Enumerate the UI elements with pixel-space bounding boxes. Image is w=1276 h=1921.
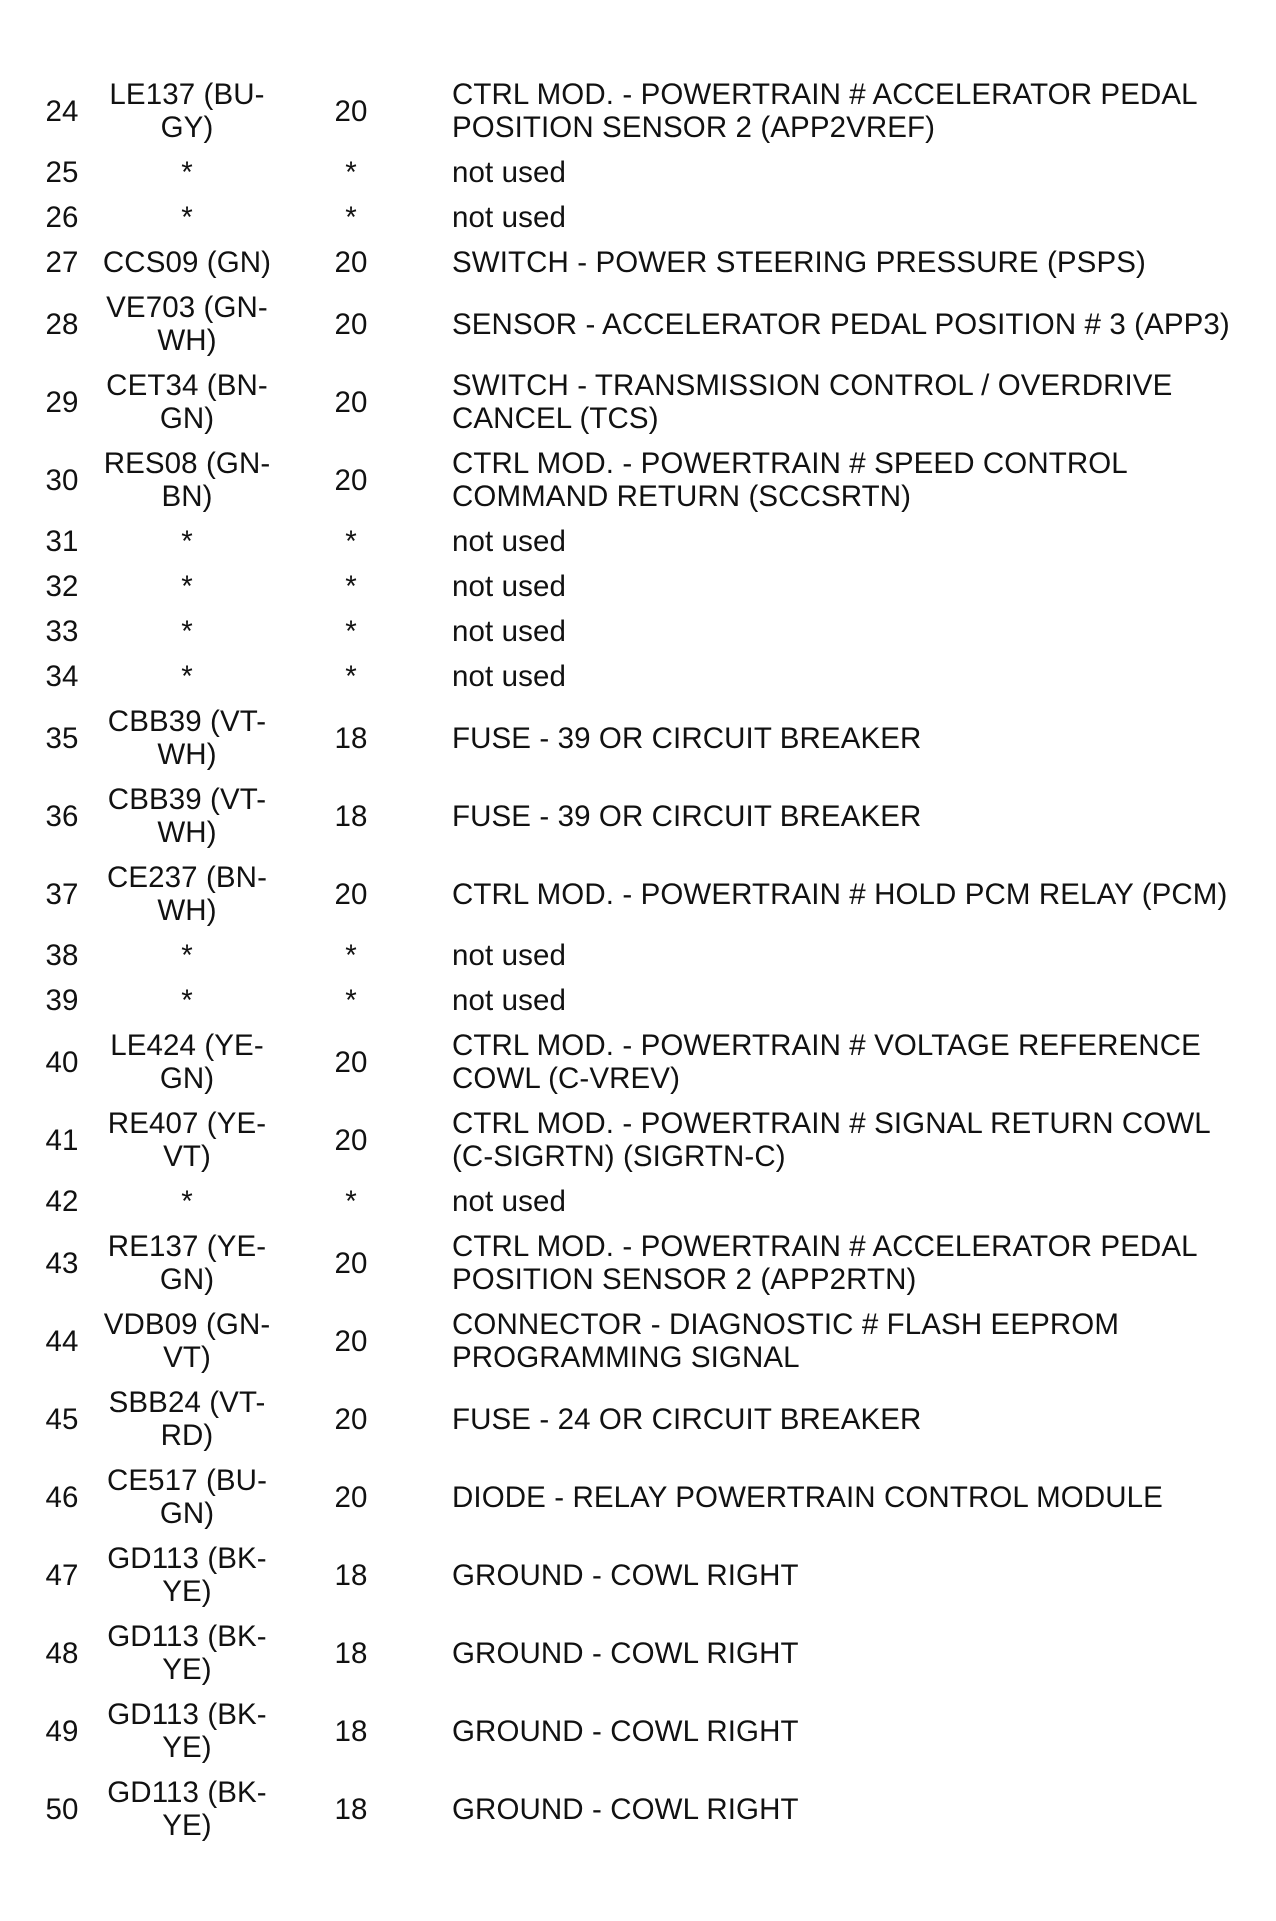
table-row — [30, 609, 1250, 654]
cavity-number: 33 — [45, 615, 79, 648]
circuit-function: not used — [452, 201, 566, 234]
wire-circuit-color: RE407 (YE-VT) — [107, 1107, 267, 1173]
wire-gauge: 20 — [334, 307, 368, 341]
wire-gauge: 20 — [334, 1480, 368, 1514]
wire-circuit-color: * — [181, 570, 193, 603]
wire-circuit-color: GD113 (BK-YE) — [107, 1620, 267, 1686]
circuit-function: GROUND - COWL RIGHT — [452, 1558, 799, 1592]
wire-gauge: 18 — [334, 1714, 368, 1748]
wire-circuit-color: GD113 (BK-YE) — [107, 1776, 267, 1842]
table-row — [30, 240, 1250, 285]
circuit-function: GROUND - COWL RIGHT — [452, 1636, 799, 1670]
cavity-number: 49 — [45, 1714, 79, 1748]
wire-circuit-color: CE517 (BU-GN) — [106, 1464, 268, 1530]
table-row — [30, 699, 1250, 777]
wire-circuit-color: GD113 (BK-YE) — [107, 1698, 267, 1764]
wire-gauge: 18 — [334, 1636, 368, 1670]
table-row — [30, 855, 1250, 933]
table-row — [30, 777, 1250, 855]
wire-circuit-color: CCS09 (GN) — [102, 246, 272, 279]
circuit-function: FUSE - 39 OR CIRCUIT BREAKER — [452, 799, 922, 833]
cavity-number: 37 — [45, 877, 79, 911]
circuit-function: not used — [452, 525, 566, 558]
circuit-function: SENSOR - ACCELERATOR PEDAL POSITION # 3 (APP3) — [452, 307, 1230, 341]
wire-gauge: * — [345, 660, 357, 693]
circuit-function: CTRL MOD. - POWERTRAIN # VOLTAGE REFERENCE COWL (C-VREV) — [452, 1029, 1201, 1095]
cavity-number: 32 — [45, 570, 79, 603]
table-row — [30, 519, 1250, 564]
cavity-number: 26 — [45, 201, 79, 234]
table-row — [30, 1224, 1250, 1302]
table-row — [30, 150, 1250, 195]
wire-gauge: * — [345, 615, 357, 648]
cavity-number: 45 — [45, 1402, 79, 1436]
table-row — [30, 654, 1250, 699]
wire-circuit-color: VE703 (GN-WH) — [106, 291, 268, 357]
wire-circuit-color: SBB24 (VT-RD) — [108, 1386, 266, 1452]
table-row — [30, 1302, 1250, 1380]
cavity-number: 30 — [45, 463, 79, 497]
table-row — [30, 1023, 1250, 1101]
wire-gauge: 20 — [334, 385, 368, 419]
cavity-number: 47 — [45, 1558, 79, 1592]
wire-gauge: 20 — [334, 1246, 368, 1280]
cavity-number: 28 — [45, 307, 79, 341]
circuit-function: not used — [452, 660, 566, 693]
wire-gauge: 20 — [334, 246, 368, 279]
circuit-function: CTRL MOD. - POWERTRAIN # HOLD PCM RELAY (PCM) — [452, 877, 1228, 911]
wire-circuit-color: GD113 (BK-YE) — [107, 1542, 267, 1608]
cavity-number: 27 — [45, 246, 79, 279]
circuit-function: SWITCH - TRANSMISSION CONTROL / OVERDRIVE CANCEL (TCS) — [452, 369, 1173, 435]
wire-circuit-color: * — [181, 525, 193, 558]
cavity-number: 25 — [45, 156, 79, 189]
circuit-function: CTRL MOD. - POWERTRAIN # SPEED CONTROL COMMAND RETURN (SCCSRTN) — [452, 447, 1127, 513]
circuit-function: not used — [452, 984, 566, 1017]
cavity-number: 41 — [45, 1123, 79, 1157]
cavity-number: 29 — [45, 385, 79, 419]
table-row — [30, 363, 1250, 441]
wire-circuit-color: * — [181, 660, 193, 693]
cavity-number: 39 — [45, 984, 79, 1017]
table-row — [30, 1179, 1250, 1224]
table-row — [30, 441, 1250, 519]
circuit-function: GROUND - COWL RIGHT — [452, 1714, 799, 1748]
cavity-number: 38 — [45, 939, 79, 972]
circuit-function: not used — [452, 156, 566, 189]
wire-gauge: * — [345, 939, 357, 972]
wire-circuit-color: RES08 (GN-BN) — [103, 447, 271, 513]
cavity-number: 31 — [45, 525, 79, 558]
wire-gauge: * — [345, 570, 357, 603]
circuit-function: not used — [452, 615, 566, 648]
wire-circuit-color: * — [181, 939, 193, 972]
circuit-function: not used — [452, 939, 566, 972]
circuit-function: CTRL MOD. - POWERTRAIN # SIGNAL RETURN COWL (C-SIGRTN) (SIGRTN-C) — [452, 1107, 1210, 1173]
table-row — [30, 72, 1250, 150]
wire-circuit-color: * — [181, 615, 193, 648]
pinout-table-body — [30, 72, 1250, 1848]
cavity-number: 40 — [45, 1045, 79, 1079]
circuit-function: CTRL MOD. - POWERTRAIN # ACCELERATOR PEDAL POSITION SENSOR 2 (APP2RTN) — [452, 1230, 1197, 1296]
cavity-number: 44 — [45, 1324, 79, 1358]
table-row — [30, 1536, 1250, 1614]
wire-circuit-color: * — [181, 1185, 193, 1218]
wire-circuit-color: VDB09 (GN-VT) — [103, 1308, 271, 1374]
cavity-number: 42 — [45, 1185, 79, 1218]
wire-gauge: 18 — [334, 1558, 368, 1592]
wire-gauge: 18 — [334, 1792, 368, 1826]
circuit-function: CONNECTOR - DIAGNOSTIC # FLASH EEPROM PROGRAMMING SIGNAL — [452, 1308, 1119, 1374]
wire-circuit-color: LE424 (YE-GN) — [110, 1029, 264, 1095]
wire-circuit-color: CET34 (BN-GN) — [106, 369, 268, 435]
table-row — [30, 1458, 1250, 1536]
table-row — [30, 1614, 1250, 1692]
table-row — [30, 285, 1250, 363]
circuit-function: not used — [452, 1185, 566, 1218]
table-row — [30, 933, 1250, 978]
circuit-function: SWITCH - POWER STEERING PRESSURE (PSPS) — [452, 246, 1146, 279]
wire-circuit-color: CBB39 (VT-WH) — [107, 783, 267, 849]
wire-gauge: 20 — [334, 877, 368, 911]
wire-gauge: * — [345, 984, 357, 1017]
cavity-number: 35 — [45, 721, 79, 755]
wire-circuit-color: CBB39 (VT-WH) — [107, 705, 267, 771]
table-row — [30, 1692, 1250, 1770]
table-row — [30, 978, 1250, 1023]
wire-circuit-color: RE137 (YE-GN) — [107, 1230, 267, 1296]
table-row — [30, 1380, 1250, 1458]
wire-gauge: 20 — [334, 1324, 368, 1358]
cavity-number: 50 — [45, 1792, 79, 1826]
wire-circuit-color: LE137 (BU-GY) — [109, 78, 265, 144]
connector-pinout-table — [30, 72, 1250, 1848]
cavity-number: 43 — [45, 1246, 79, 1280]
wire-gauge: 20 — [334, 1045, 368, 1079]
circuit-function: DIODE - RELAY POWERTRAIN CONTROL MODULE — [452, 1480, 1163, 1514]
wire-gauge: * — [345, 201, 357, 234]
wire-gauge: 20 — [334, 1123, 368, 1157]
wire-circuit-color: * — [181, 156, 193, 189]
table-row — [30, 195, 1250, 240]
circuit-function: GROUND - COWL RIGHT — [452, 1792, 799, 1826]
circuit-function: not used — [452, 570, 566, 603]
wire-circuit-color: * — [181, 201, 193, 234]
cavity-number: 34 — [45, 660, 79, 693]
cavity-number: 36 — [45, 799, 79, 833]
wire-circuit-color: * — [181, 984, 193, 1017]
cavity-number: 46 — [45, 1480, 79, 1514]
circuit-function: FUSE - 39 OR CIRCUIT BREAKER — [452, 721, 922, 755]
wire-gauge: 18 — [334, 721, 368, 755]
cavity-number: 48 — [45, 1636, 79, 1670]
wire-gauge: 20 — [334, 1402, 368, 1436]
wire-gauge: * — [345, 525, 357, 558]
wire-gauge: * — [345, 156, 357, 189]
cavity-number: 24 — [45, 94, 79, 128]
circuit-function: FUSE - 24 OR CIRCUIT BREAKER — [452, 1402, 922, 1436]
circuit-function: CTRL MOD. - POWERTRAIN # ACCELERATOR PEDAL POSITION SENSOR 2 (APP2VREF) — [452, 78, 1197, 144]
wire-gauge: 18 — [334, 799, 368, 833]
table-row — [30, 1101, 1250, 1179]
wire-gauge: 20 — [334, 463, 368, 497]
table-row — [30, 1770, 1250, 1848]
table-row — [30, 564, 1250, 609]
wire-gauge: 20 — [334, 94, 368, 128]
wire-gauge: * — [345, 1185, 357, 1218]
wire-circuit-color: CE237 (BN-WH) — [106, 861, 268, 927]
